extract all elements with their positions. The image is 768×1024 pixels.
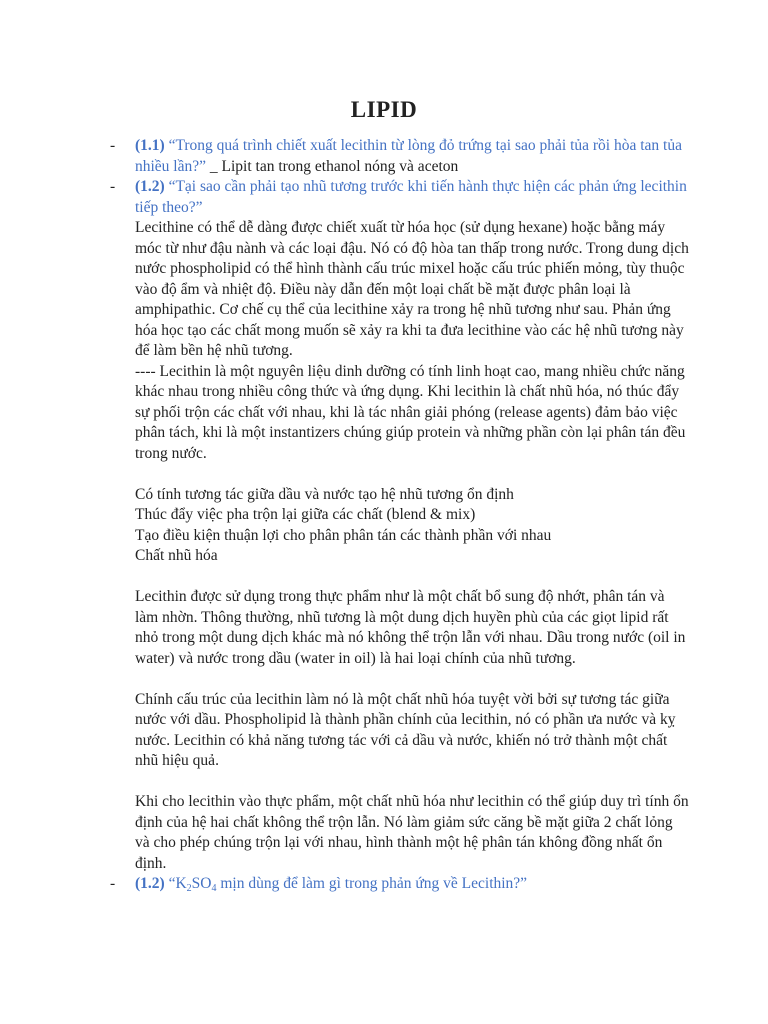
question-text: “Tại sao cần phải tạo nhũ tương trước khi tiến hành thực hiện các phản ứng lecithin tiếp theo?” xyxy=(135,178,687,216)
list-item: Có tính tương tác giữa dầu và nước tạo hệ nhũ tương ổn định xyxy=(135,485,514,503)
question-text: “Trong quá trình chiết xuất lecithin từ lòng đỏ trứng tại sao phải tủa rồi hòa tan tủa nhiều lần?” xyxy=(135,137,682,175)
spacer xyxy=(135,772,690,793)
spacer xyxy=(135,567,690,588)
paragraph-lecithine-extraction: Lecithine có thể dễ dàng được chiết xuất từ hóa học (sử dụng hexane) hoặc bằng máy móc từ như đậu nành và các loại đậu. Nó có độ hòa tan thấp trong nước. Trong dung dịch nước phospholipid có thể hình thành cấu trúc mixel hoặc cấu trúc phiến mỏng, tùy thuộc vào độ ẩm và nhiệt độ. Điều này dẫn đến một loại chất bề mặt được phân loại là amphipathic. Cơ chế cụ thể của lecithine xảy ra trong hệ nhũ tương như sau. Phản ứng hóa học tạo các chất mong muốn sẽ xảy ra khi ta đưa lecithine vào các hệ nhũ tương này để làm bền hệ nhũ tương. xyxy=(135,219,689,359)
list-dash: - xyxy=(110,137,116,154)
paragraph-food-usage: Lecithin được sử dụng trong thực phẩm như là một chất bổ sung độ nhớt, phân tán và làm nhờn. Thông thường, nhũ tương là một dung dịch huyền phù của các giọt lipid rất nhỏ trong một dung dịch khác mà nó không thể trộn lẫn với nhau. Dầu trong nước (oil in water) và nước trong dầu (water in oil) là hai loại chính của nhũ tương. xyxy=(135,588,686,667)
answer-block xyxy=(110,218,690,874)
spacer xyxy=(135,464,690,485)
list-item: Thúc đẩy việc pha trộn lại giữa các chất (blend & mix) xyxy=(135,506,476,523)
question-1-2 xyxy=(110,177,690,218)
spacer xyxy=(135,669,690,690)
list-dash: - xyxy=(110,178,116,195)
answer-text: _ Lipit tan trong ethanol nóng và aceton xyxy=(206,157,459,175)
list-dash: - xyxy=(110,875,116,892)
question-number: (1.2) xyxy=(135,875,165,892)
document-body xyxy=(110,136,690,895)
question-k2so4 xyxy=(110,874,690,895)
question-1-1 xyxy=(110,136,690,177)
question-number: (1.1) xyxy=(135,137,165,154)
question-text xyxy=(165,875,527,892)
subscript-2: 2 xyxy=(186,883,192,894)
question-number: (1.2) xyxy=(135,178,165,195)
question-text-start: “K xyxy=(164,875,187,892)
list-item: Tạo điều kiện thuận lợi cho phân phân tán các thành phần với nhau xyxy=(135,526,552,544)
paragraph-structure: Chính cấu trúc của lecithin làm nó là một chất nhũ hóa tuyệt vời bởi sự tương tác giữa nước với dầu. Phospholipid là thành phần chính của lecithin, nó có phần ưa nước và kỵ nước. Lecithin có khả năng tương tác với cả dầu và nước, khiến nó trở thành một chất nhũ hiệu quả. xyxy=(135,690,676,769)
subscript-4: 4 xyxy=(211,883,217,894)
question-text-so: SO xyxy=(191,875,212,892)
page-title: LIPID xyxy=(350,97,418,122)
paragraph-stability: Khi cho lecithin vào thực phẩm, một chất nhũ hóa như lecithin có thể giúp duy trì tính ổn định của hệ hai chất không thể trộn lẫn. Nó làm giảm sức căng bề mặt giữa 2 chất lỏng và cho phép chúng trộn lại với nhau, hình thành một hệ phân tán không đồng nhất ổn định. xyxy=(135,793,689,872)
paragraph-lecithin-functions: ---- Lecithin là một nguyên liệu dinh dưỡng có tính linh hoạt cao, mang nhiều chức năng khác nhau trong nhiều công thức và ứng dụng. Khi lecithin là chất nhũ hóa, nó thúc đẩy sự phối trộn các chất với nhau, khi là tác nhân giải phóng (release agents) đảm bảo việc phân tách, khi là một instantizers chúng giúp protein và những phần còn lại phân tán đều trong nước. xyxy=(135,362,686,462)
question-text-end: mịn dùng để làm gì trong phản ứng về Lecithin?” xyxy=(216,875,528,892)
list-item: Chất nhũ hóa xyxy=(135,547,218,564)
